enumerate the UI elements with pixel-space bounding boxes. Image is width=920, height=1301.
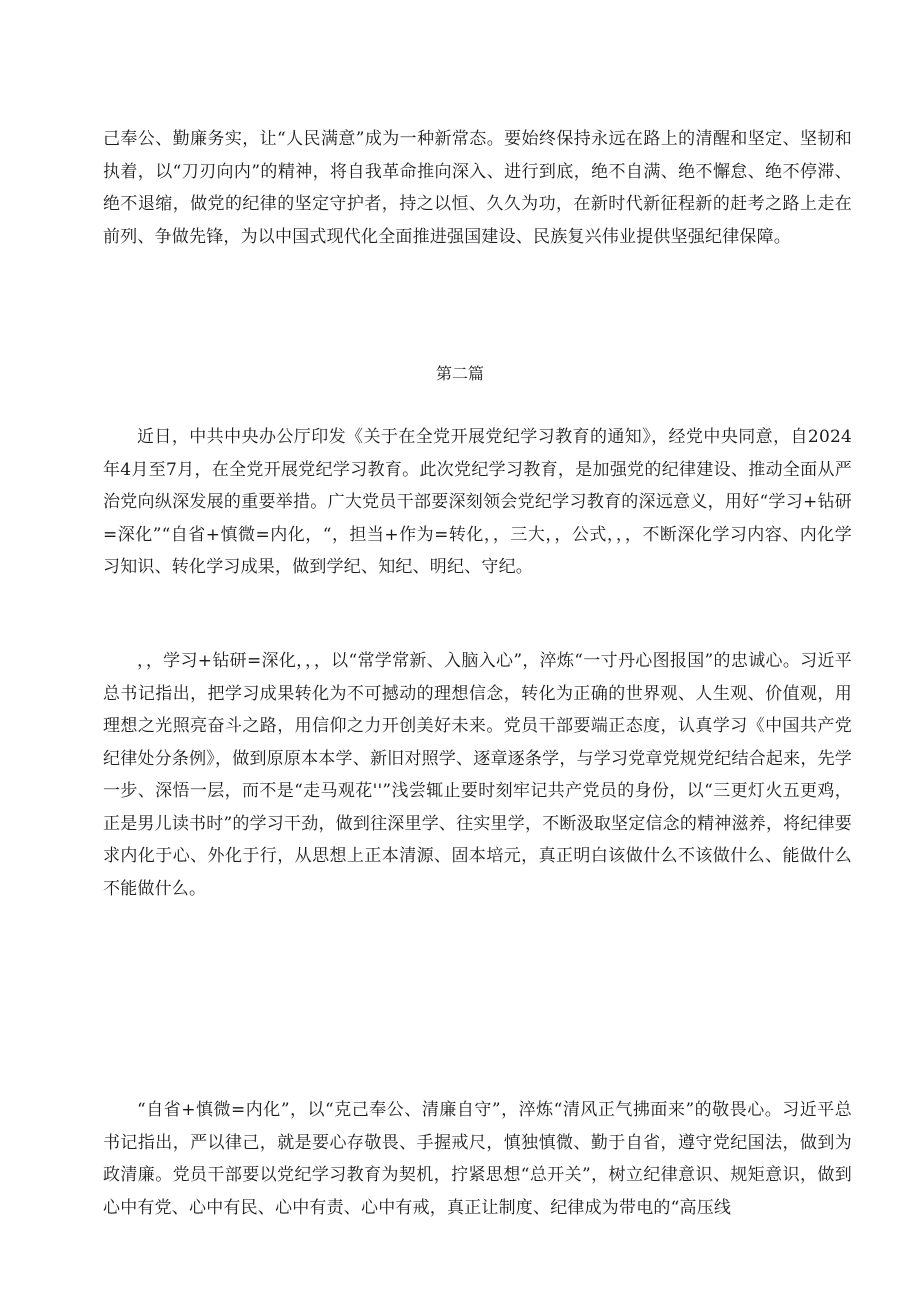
paragraph-self-reflection: “自省+慎微=内化”，以“克己奉公、清廉自守”，淬炼“清风正气拂面来”的敬畏心。习近平总书记指出，严以律己，就是要心存敬畏、手握戒尺，慎独慎微、勤于自省，遵守党纪国法，做到为政清廉。党员干部要以党纪学习教育为契机，拧紧思想“总开关”，树立纪律意识、规矩意识，做到心中有党、心中有民、心中有责、心中有戒，真正让制度、纪律成为带电的“高压线 (103, 1100, 852, 1218)
paragraph-study: ，，学习+钻研=深化，，，以“常学常新、入脑入心”，淬炼“一寸丹心图报国”的忠诚心。习近平总书记指出，把学习成果转化为不可撼动的理想信念，转化为正确的世界观、人生观、价值观，用理想之光照亮奋斗之路，用信仰之力开创美好未来。党员干部要端正态度，认真学习《中国共产党纪律处分条例》，做到原原本本学、新旧对照学、逐章逐条学，与学习党章党规党纪结合起来，先学一步、深悟一层，而不是“走马观花''”浅尝辄止要时刻牢记共产党员的身份，以“三更灯火五更鸡，正是男儿读书时”的学习干劲，做到往深里学、往实里学，不断汲取坚定信念的精神滋养，将纪律要求内化于心、外化于行，从思想上正本清源、固本培元，真正明白该做什么不该做什么、能做什么不能做什么。 (103, 651, 852, 899)
paragraph-continuation: 己奉公、勤廉务实，让“人民满意”成为一种新常态。要始终保持永远在路上的清醒和坚定、坚韧和执着，以“刀刃向内”的精神，将自我革命推向深入、进行到底，绝不自满、绝不懈怠、绝不停滞、绝不退缩，做党的纪律的坚定守护者，持之以恒、久久为功，在新时代新征程新的赶考之路上走在前列、争做先锋，为以中国式现代化全面推进强国建设、民族复兴伟业提供坚强纪律保障。 (103, 129, 852, 247)
paragraph-intro: 近日，中共中央办公厅印发《关于在全党开展党纪学习教育的通知》，经党中央同意，自2024年4月至7月，在全党开展党纪学习教育。此次党纪学习教育，是加强党的纪律建设、推动全面从严治党向纵深发展的重要举措。广大党员干部要深刻领会党纪学习教育的深远意义，用好“学习+钻研=深化”“自省+慎微=内化，“，担当+作为=转化，，三大，，公式，，，不断深化学习内容、内化学习知识、转化学习成果，做到学纪、知纪、明纪、守纪。 (103, 427, 852, 577)
section-heading: 第二篇 (435, 364, 484, 383)
